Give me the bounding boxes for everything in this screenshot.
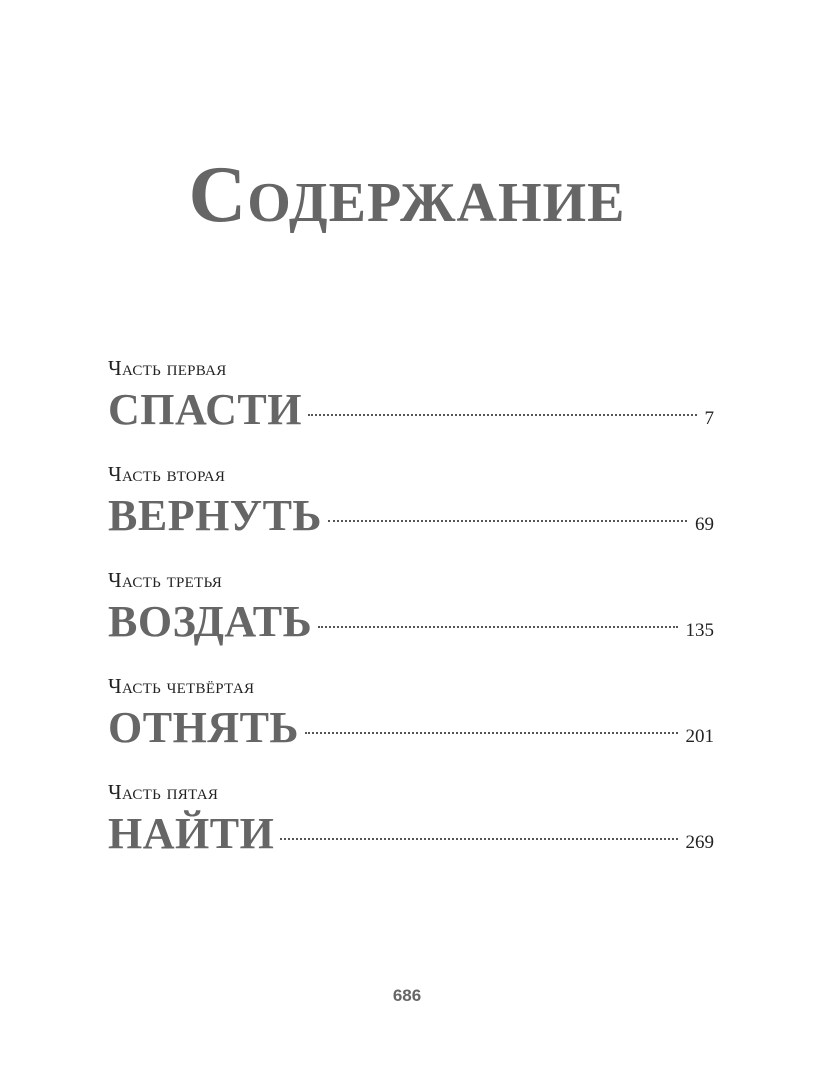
part-label: Часть первая	[108, 356, 227, 380]
part-title: ВОЗДАТЬ	[108, 597, 313, 646]
toc-line	[108, 489, 714, 543]
part-title: НАЙТИ	[108, 809, 275, 858]
part-title: ВЕРНУТЬ	[108, 491, 323, 540]
dot-leader	[305, 732, 677, 734]
part-title: СПАСТИ	[108, 385, 302, 434]
part-label: Часть третья	[108, 568, 223, 592]
page-number: 135	[685, 620, 714, 641]
page-number: 269	[685, 832, 714, 853]
toc-line	[108, 807, 714, 861]
toc-entry-part-4[interactable]	[108, 673, 714, 779]
dot-leader	[328, 520, 687, 522]
table-of-contents	[108, 355, 714, 885]
page-number: 7	[704, 408, 714, 429]
part-label: Часть пятая	[108, 780, 219, 804]
dot-leader	[318, 626, 677, 628]
part-label: Часть вторая	[108, 462, 226, 486]
toc-entry-part-3[interactable]	[108, 567, 714, 673]
toc-entry-part-5[interactable]	[108, 779, 714, 885]
part-title: ОТНЯТЬ	[108, 703, 300, 752]
page-number: 69	[695, 514, 714, 535]
toc-line	[108, 701, 714, 755]
page-folio: 686	[392, 986, 422, 1005]
dot-leader	[280, 838, 677, 840]
page-title: Содержание	[188, 151, 626, 239]
toc-entry-part-1[interactable]	[108, 355, 714, 461]
toc-entry-part-2[interactable]	[108, 461, 714, 567]
toc-line	[108, 383, 714, 437]
page-number: 201	[685, 726, 714, 747]
toc-line	[108, 595, 714, 649]
dot-leader	[308, 414, 697, 416]
part-label: Часть четвёртая	[108, 674, 255, 698]
